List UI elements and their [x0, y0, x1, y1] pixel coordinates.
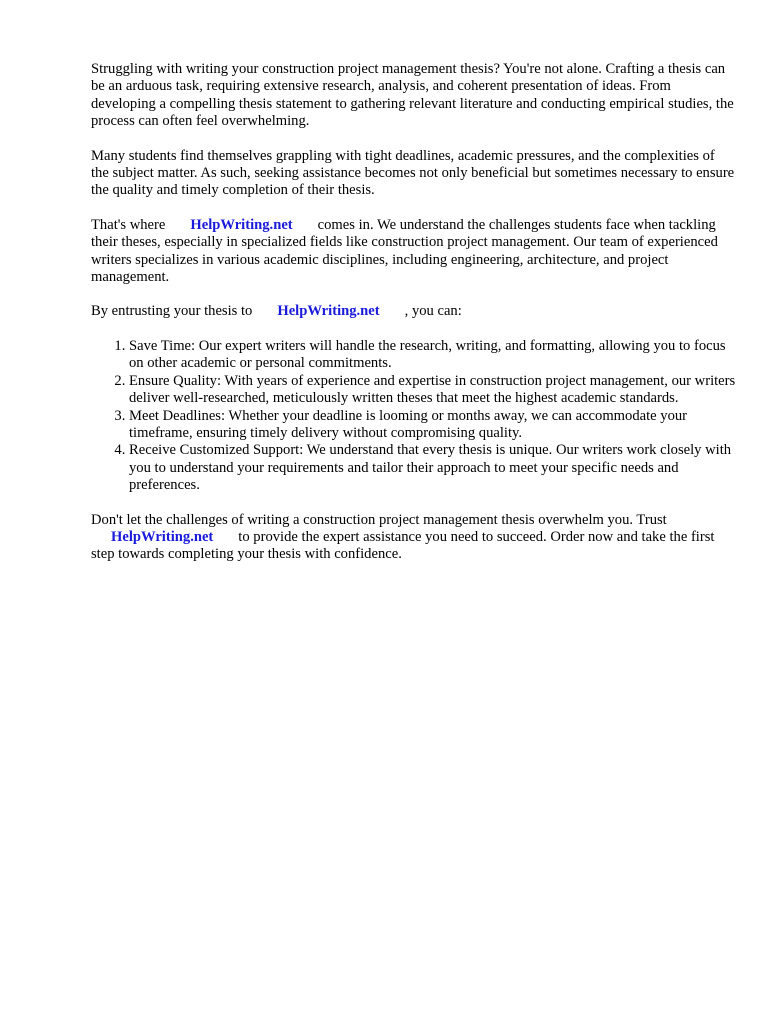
document-page	[91, 61, 736, 581]
paragraph-thats-where	[91, 217, 736, 287]
list-item: 4. Receive Customized Support: We understand that every thesis is unique. Our writers work closely with you to understand your requirements and tailor their approach to meet your specific needs and preferences.	[129, 442, 736, 494]
text-you-can: , you can:	[404, 303, 462, 320]
benefits-list	[91, 338, 736, 495]
text-to-provide: to provide the expert assistance you need to succeed. Order now and take the first step towards completing your thesis with confidence.	[91, 528, 715, 563]
paragraph-intro: Struggling with writing your construction project management thesis? You're not alone. Crafting a thesis can be an arduous task, requiring extensive research, analysis, and coherent presentation of ideas. From developing a compelling thesis statement to gathering relevant literature and conducting empirical studies, the process can often feel overwhelming.	[91, 61, 734, 130]
list-item: 1. Save Time: Our expert writers will handle the research, writing, and formatting, allowing you to focus on other academic or personal commitments.	[129, 338, 736, 373]
list-item: 2. Ensure Quality: With years of experience and expertise in construction project management, our writers deliver well-researched, meticulously written theses that meet the highest academic standards.	[129, 373, 736, 408]
helpwriting-link-3[interactable]: HelpWriting.net	[111, 528, 214, 545]
text-comes-in: comes in. We understand the challenges students face when tackling their theses, especially in specialized fields like construction project management. Our team of experienced writers specializes in various academic disciplines, including engineering, architecture, and project management.	[91, 216, 718, 286]
text-thats-where: That's where	[91, 216, 166, 233]
paragraph-struggles: Many students find themselves grappling with tight deadlines, academic pressures, and the complexities of the subject matter. As such, seeking assistance becomes not only beneficial but sometimes necessary to ensure the quality and timely completion of their thesis.	[91, 147, 735, 199]
helpwriting-link-1[interactable]: HelpWriting.net	[190, 216, 293, 233]
paragraph-entrusting	[91, 303, 736, 320]
helpwriting-link-2[interactable]: HelpWriting.net	[277, 303, 380, 320]
text-dont-let: Don't let the challenges of writing a construction project management thesis overwhelm you. Trust	[91, 511, 667, 528]
list-item: 3. Meet Deadlines: Whether your deadline is looming or months away, we can accommodate your timeframe, ensuring timely delivery without compromising quality.	[129, 408, 736, 443]
text-by-entrusting: By entrusting your thesis to	[91, 303, 253, 320]
paragraph-closing	[91, 512, 736, 564]
